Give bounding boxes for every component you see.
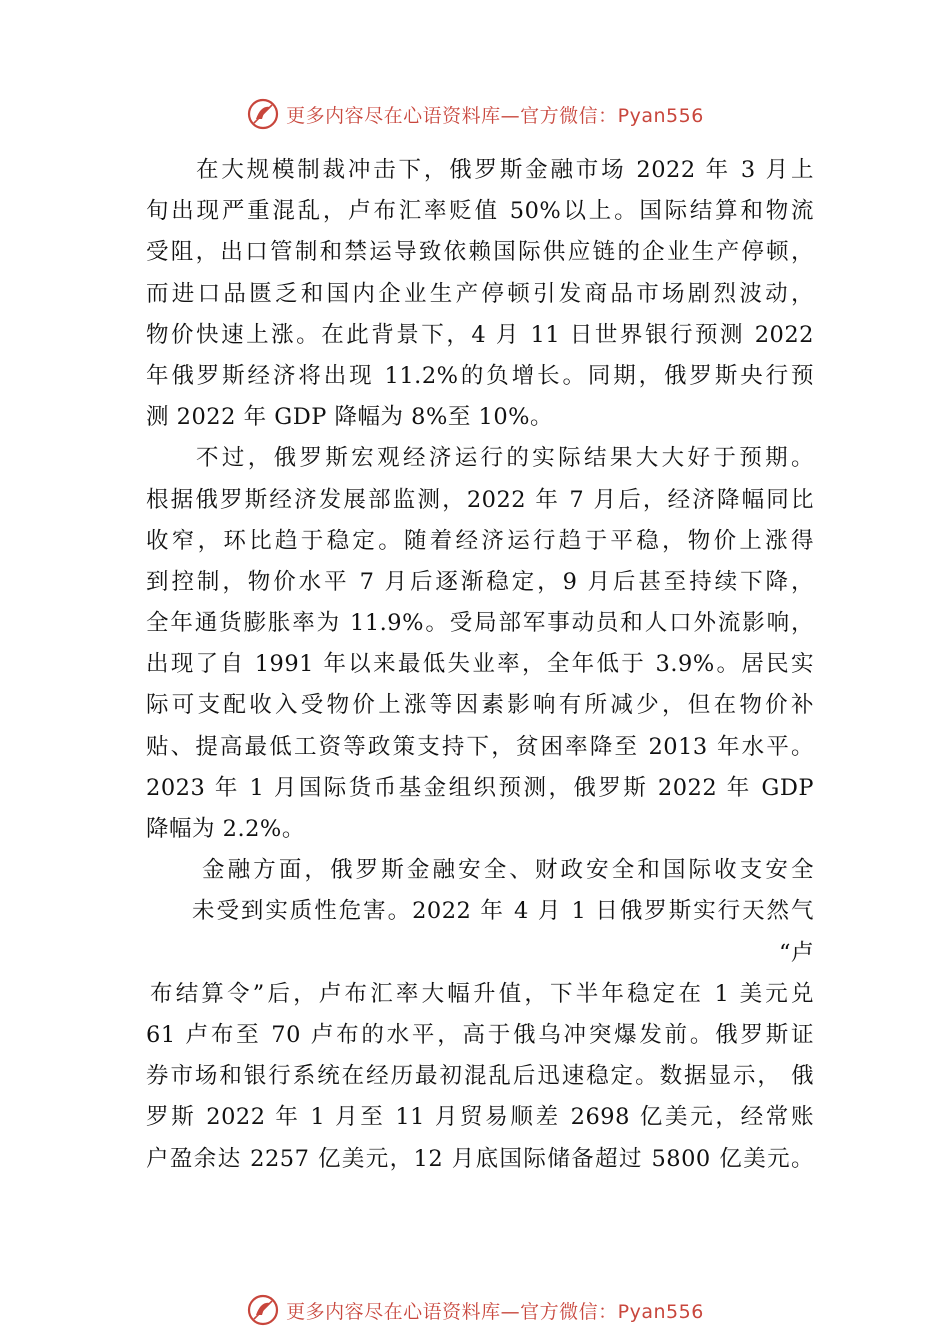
text-line: 在大规模制裁冲击下，俄罗斯金融市场 2022 年 3 月上 <box>196 157 814 183</box>
text-line: 到控制，物价水平 7 月后逐渐稳定，9 月后甚至持续下降， <box>146 568 814 595</box>
text-line: 布结算令”后，卢布汇率大幅升值，下半年稳定在 1 美元兑 <box>150 980 814 1007</box>
text-line: 收窄，环比趋于稳定。随着经济运行趋于平稳，物价上涨得 <box>146 527 814 554</box>
text-line: 降幅为 2.2%。 <box>146 816 305 842</box>
brand-logo-icon <box>246 97 280 131</box>
text-line: 年俄罗斯经济将出现 11.2%的负增长。同期，俄罗斯央行预 <box>146 362 814 389</box>
text-line: “卢 <box>778 939 814 966</box>
text-line: 旬出现严重混乱，卢布汇率贬值 50%以上。国际结算和物流 <box>146 198 814 225</box>
document-body <box>146 150 814 1180</box>
footer-banner <box>0 1290 950 1330</box>
header-title <box>286 101 704 128</box>
header-title-text: 更多内容尽在心语资料库—官方微信： <box>286 104 618 127</box>
text-line: 金融方面，俄罗斯金融安全、财政安全和国际收支安全 <box>202 857 814 884</box>
text-line: 物价快速上涨。在此背景下，4 月 11 日世界银行预测 2022 <box>146 321 814 348</box>
text-line: 未受到实质性危害。2022 年 4 月 1 日俄罗斯实行天然气 <box>192 898 814 925</box>
text-line: 2023 年 1 月国际货币基金组织预测，俄罗斯 2022 年 GDP <box>146 774 814 801</box>
text-line: 券市场和银行系统在经历最初混乱后迅速稳定。数据显示， 俄 <box>146 1063 814 1090</box>
footer-title <box>286 1297 704 1324</box>
header-wechat-id: Pyan556 <box>617 104 704 127</box>
footer-title-text: 更多内容尽在心语资料库—官方微信： <box>286 1300 618 1323</box>
text-line: 不过，俄罗斯宏观经济运行的实际结果大大好于预期。 <box>196 445 814 472</box>
text-line: 而进口品匮乏和国内企业生产停顿引发商品市场剧烈波动， <box>146 280 814 307</box>
text-line: 罗斯 2022 年 1 月至 11 月贸易顺差 2698 亿美元，经常账 <box>146 1104 814 1131</box>
text-line: 根据俄罗斯经济发展部监测，2022 年 7 月后，经济降幅同比 <box>146 486 814 513</box>
text-line: 贴、提高最低工资等政策支持下，贫困率降至 2013 年水平。 <box>146 733 814 760</box>
text-line: 受阻，出口管制和禁运导致依赖国际供应链的企业生产停顿， <box>146 239 814 266</box>
brand-logo-icon <box>246 1293 280 1327</box>
footer-wechat-id: Pyan556 <box>617 1300 704 1323</box>
text-line: 61 卢布至 70 卢布的水平，高于俄乌冲突爆发前。俄罗斯证 <box>146 1021 814 1048</box>
text-line: 测 2022 年 GDP 降幅为 8%至 10%。 <box>146 404 554 431</box>
text-line: 出现了自 1991 年以来最低失业率，全年低于 3.9%。居民实 <box>146 651 814 678</box>
header-banner <box>0 94 950 134</box>
text-line: 户盈余达 2257 亿美元，12 月底国际储备超过 5800 亿美元。 <box>146 1145 814 1172</box>
text-line: 际可支配收入受物价上涨等因素影响有所减少，但在物价补 <box>146 692 814 719</box>
text-line: 全年通货膨胀率为 11.9%。受局部军事动员和人口外流影响， <box>146 610 814 637</box>
